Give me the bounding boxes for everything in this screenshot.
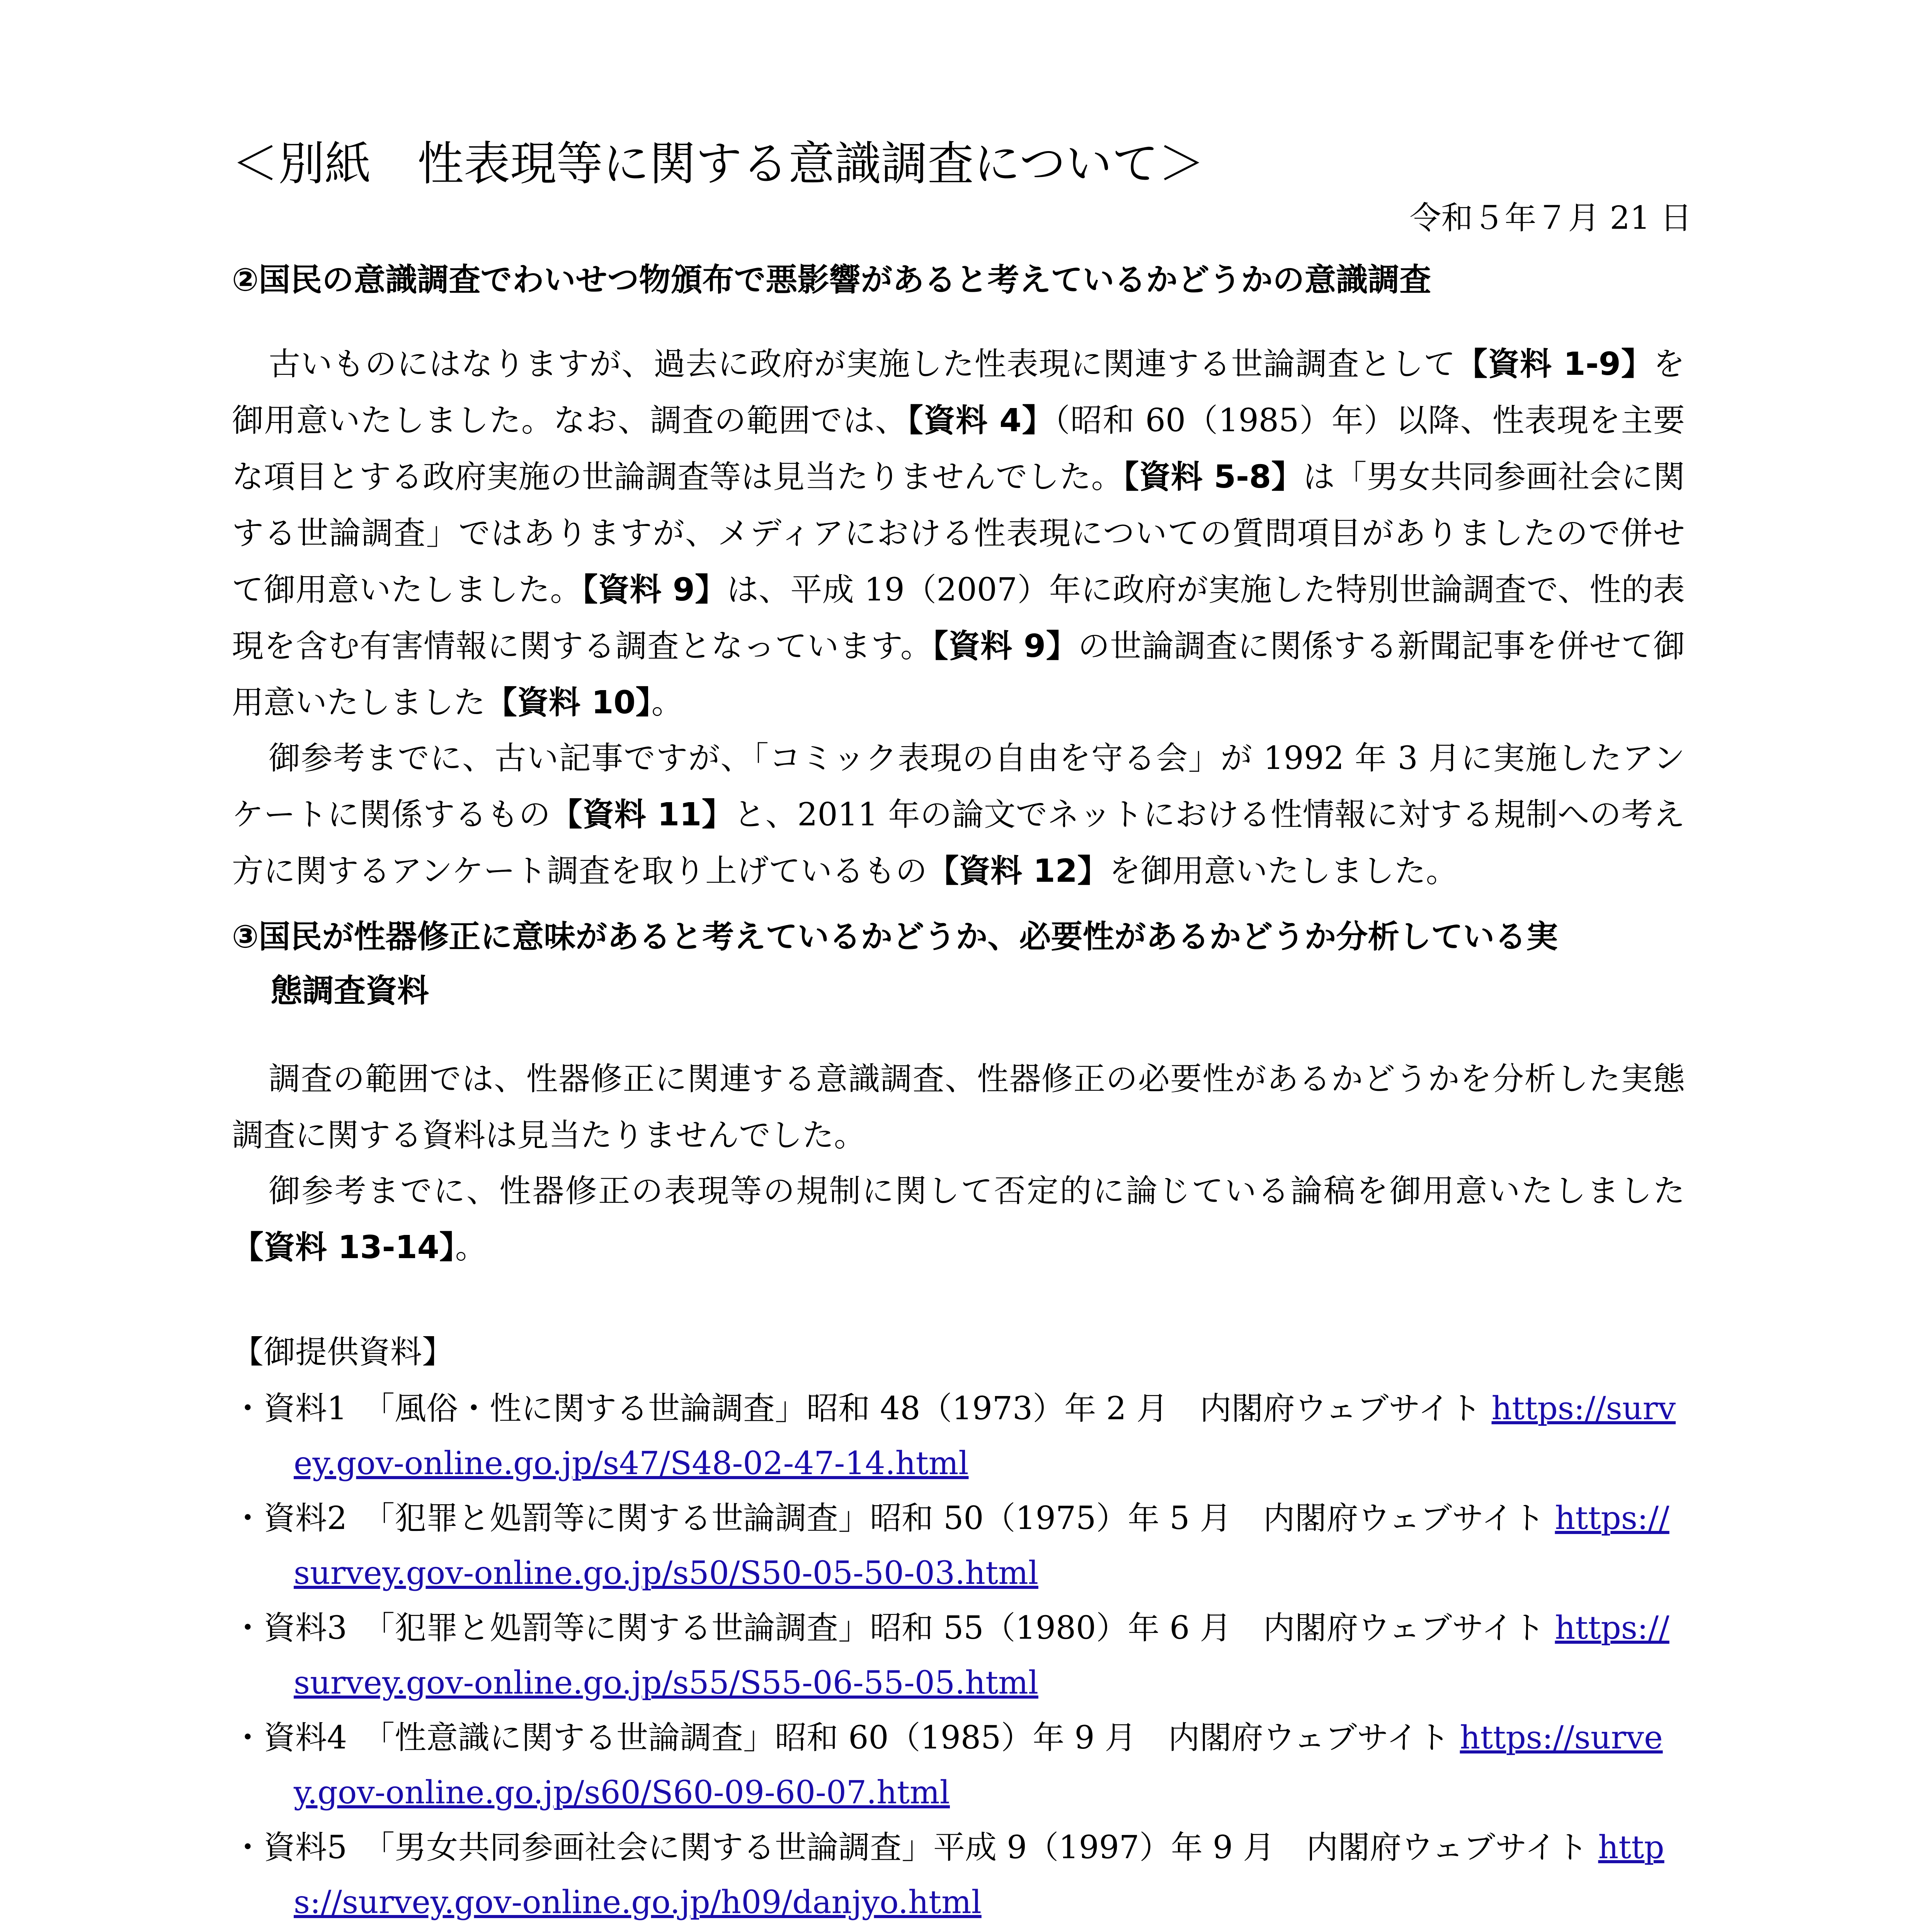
reference-tag: 【資料 1-9】 [1456,346,1653,383]
paragraph-text: 調査の範囲では、性器修正に関連する意識調査、性器修正の必要性があるかどうかを分析した実態調査に関する資料は見当たりませんでした。 [232,1061,1685,1154]
paragraph-text: の世論調査に関係する新聞記事を併せて御用意いたしました [232,628,1685,721]
reference-description: ・資料1 「風俗・性に関する世論調査」昭和 48（1973）年 2 月 内閣府ウェブサイト [232,1390,1492,1427]
paragraph-text: は、平成 19（2007）年に政府が実施した特別世論調査で、性的表現を含む有害情報に関する調査となっています。 [232,571,1685,665]
section-3-paragraph-1 [232,1051,1685,1164]
paragraph-text: 。 [651,684,683,721]
reference-link[interactable]: https://survey.gov-online.go.jp/s60/S60-09-60-07.html [294,1719,1663,1811]
section-3-heading-line-2: 態調査資料 [271,973,429,1009]
paragraph-text: は「男女共同参画社会に関する世論調査」ではありますが、メディアにおける性表現についての質問項目がありましたので併せて御用意いたしました。 [232,459,1685,608]
reference-link[interactable]: https://survey.gov-online.go.jp/h09/danjyo.html [294,1829,1664,1921]
reference-item [232,1820,1685,1930]
reference-tag: 【資料 5-8】 [1123,459,1303,495]
reference-tag: 【資料 13-14】 [232,1229,455,1266]
paragraph-text: を御用意いたしました。 [1109,853,1458,889]
page-title: ＜別紙 性表現等に関する意識調査について＞ [232,137,1205,191]
reference-description: ・資料3 「犯罪と処罰等に関する世論調査」昭和 55（1980）年 6 月 内閣府ウェブサイト [232,1610,1555,1646]
section-2-heading: ②国民の意識調査でわいせつ物頒布で悪影響があると考えているかどうかの意識調査 [232,262,1431,298]
reference-tag: 【資料 4】 [907,402,1054,439]
document-date: 令和５年７月 21 日 [1409,200,1692,236]
paragraph-text: （昭和 60（1985）年）以降、性表現を主要な項目とする政府実施の世論調査等は見当たりませんでした。 [232,402,1685,495]
reference-tag: 【資料 11】 [550,796,734,833]
paragraph-text: 古いものにはなりますが、過去に政府が実施した性表現に関連する世論調査として [269,346,1456,383]
reference-tag: 【資料 9】 [932,628,1078,665]
reference-item [232,1601,1685,1711]
paragraph-text: を御用意いたしました。なお、調査の範囲では、 [232,346,1685,439]
section-3-heading [232,910,1685,1018]
section-3-paragraph-2 [232,1163,1685,1276]
reference-tag: 【資料 10】 [485,684,652,721]
reference-item [232,1930,1685,1932]
reference-item [232,1711,1685,1820]
reference-tag: 【資料 9】 [582,571,727,608]
reference-link[interactable]: https://survey.gov-online.go.jp/s55/S55-06-55-05.html [294,1610,1669,1701]
section-3-heading-line-1: ③国民が性器修正に意味があると考えているかどうか、必要性があるかどうか分析している実 [232,918,1558,955]
reference-description: ・資料2 「犯罪と処罰等に関する世論調査」昭和 50（1975）年 5 月 内閣府ウェブサイト [232,1500,1555,1537]
section-2-paragraph-1 [232,336,1685,731]
paragraph-text: 御参考までに、性器修正の表現等の規制に関して否定的に論じている論稿を御用意いたしました [269,1173,1685,1209]
references-list [232,1381,1685,1932]
reference-link[interactable]: https://survey.gov-online.go.jp/s47/S48-02-47-14.html [294,1390,1676,1482]
paragraph-text: 。 [455,1229,487,1266]
reference-item [232,1381,1685,1491]
reference-item [232,1491,1685,1601]
reference-link[interactable]: https://survey.gov-online.go.jp/s50/S50-05-50-03.html [294,1500,1669,1592]
reference-tag: 【資料 12】 [927,853,1109,889]
paragraph-text: と、2011 年の論文でネットにおける性情報に対する規制への考え方に関するアンケート調査を取り上げているもの [232,796,1685,889]
reference-description: ・資料5 「男女共同参画社会に関する世論調査」平成 9（1997）年 9 月 内閣府ウェブサイト [232,1829,1598,1866]
paragraph-text: 御参考までに、古い記事ですが、「コミック表現の自由を守る会」が 1992 年 3 月に実施したアンケートに関係するもの [232,740,1685,833]
references-label: 【御提供資料】 [232,1334,454,1371]
reference-description: ・資料4 「性意識に関する世論調査」昭和 60（1985）年 9 月 内閣府ウェブサイト [232,1719,1460,1756]
section-2-paragraph-2 [232,730,1685,900]
